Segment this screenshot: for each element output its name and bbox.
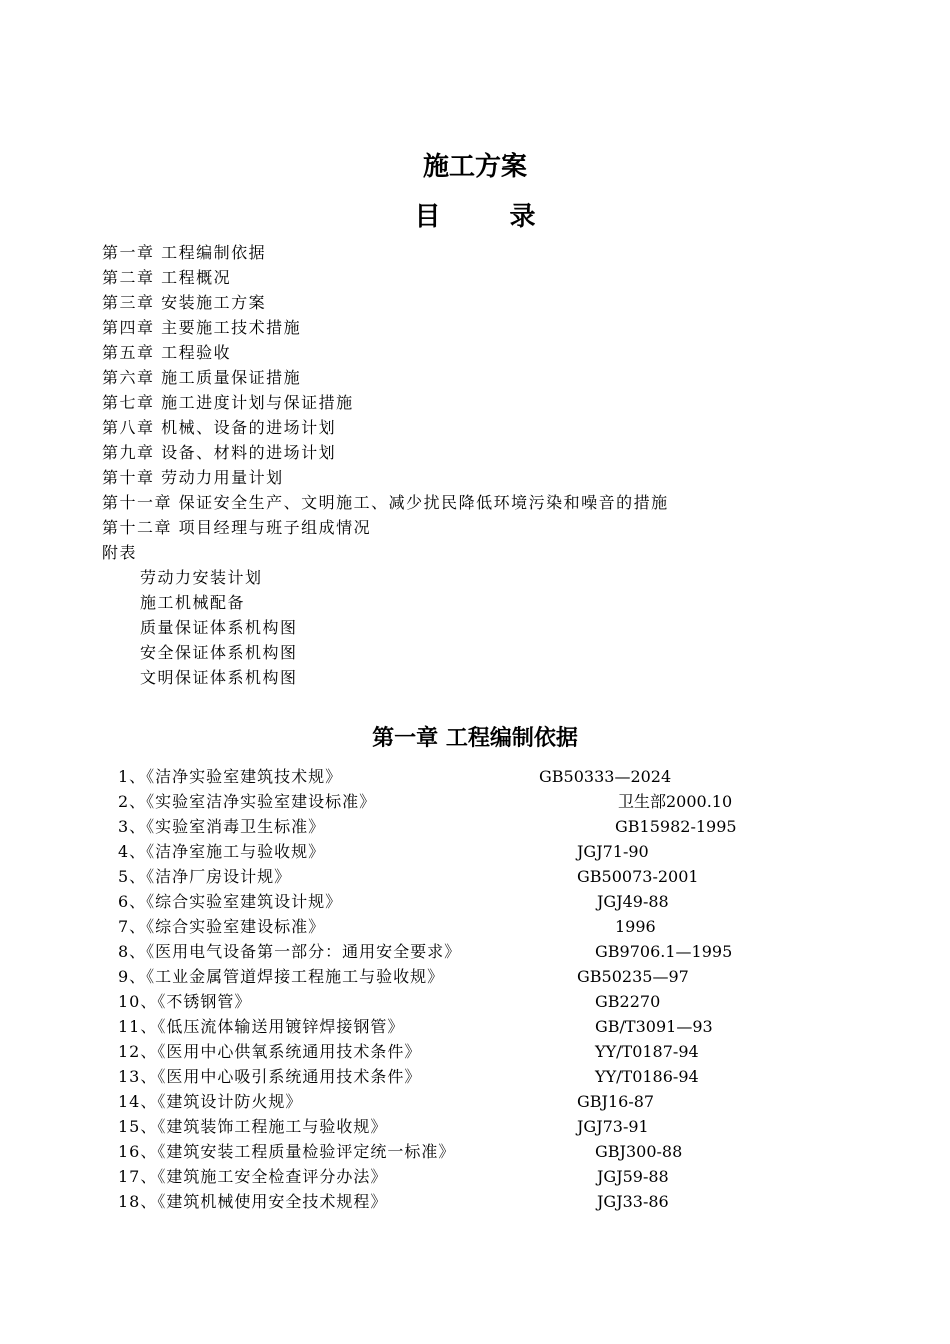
toc-title: 目 录 <box>414 202 566 232</box>
reference-title: 5、《洁净厂房设计规》 <box>118 867 292 886</box>
reference-title: 16、《建筑安装工程质量检验评定统一标准》 <box>118 1142 456 1161</box>
appendix-item: 文明保证体系机构图 <box>140 668 298 687</box>
reference-code: 卫生部2000.10 <box>618 792 733 811</box>
reference-title: 4、《洁净室施工与验收规》 <box>118 842 326 861</box>
toc-item: 第二章 工程概况 <box>102 268 232 287</box>
reference-code: JGJ59-88 <box>597 1167 669 1186</box>
reference-code: GB15982-1995 <box>615 817 737 836</box>
reference-item <box>118 989 838 1014</box>
chapter-heading: 第一章 工程编制依据 <box>372 725 578 751</box>
appendix-item: 质量保证体系机构图 <box>140 618 298 637</box>
reference-code: GB9706.1—1995 <box>595 942 733 961</box>
reference-item <box>118 839 838 864</box>
reference-code: GB/T3091—93 <box>595 1017 713 1036</box>
reference-code: GBJ300-88 <box>595 1142 683 1161</box>
reference-item <box>118 1089 838 1114</box>
reference-code: YY/T0187-94 <box>595 1042 699 1061</box>
reference-code: GB2270 <box>595 992 661 1011</box>
toc-item: 第六章 施工质量保证措施 <box>102 368 302 387</box>
reference-item <box>118 789 838 814</box>
toc-item: 第三章 安装施工方案 <box>102 293 267 312</box>
reference-item <box>118 1189 838 1214</box>
reference-code: GBJ16-87 <box>577 1092 655 1111</box>
reference-title: 7、《综合实验室建设标准》 <box>118 917 326 936</box>
reference-title: 3、《实验室消毒卫生标准》 <box>118 817 326 836</box>
reference-title: 17、《建筑施工安全检查评分办法》 <box>118 1167 388 1186</box>
reference-code: YY/T0186-94 <box>595 1067 699 1086</box>
reference-title: 10、《不锈钢管》 <box>118 992 252 1011</box>
reference-item <box>118 914 838 939</box>
reference-item <box>118 864 838 889</box>
reference-list <box>118 764 838 1214</box>
reference-code: GB50235—97 <box>577 967 689 986</box>
reference-item <box>118 939 838 964</box>
reference-title: 1、《洁净实验室建筑技术规》 <box>118 767 343 786</box>
reference-code: GB50073-2001 <box>577 867 699 886</box>
reference-title: 18、《建筑机械使用安全技术规程》 <box>118 1192 388 1211</box>
reference-code: 1996 <box>615 917 656 936</box>
reference-item <box>118 1164 838 1189</box>
reference-title: 13、《医用中心吸引系统通用技术条件》 <box>118 1067 422 1086</box>
reference-title: 12、《医用中心供氧系统通用技术条件》 <box>118 1042 422 1061</box>
toc-item: 第一章 工程编制依据 <box>102 243 267 262</box>
reference-code: JGJ33-86 <box>597 1192 669 1211</box>
reference-title: 2、《实验室洁净实验室建设标准》 <box>118 792 377 811</box>
reference-item <box>118 814 838 839</box>
appendix-label: 附表 <box>102 543 138 562</box>
reference-title: 15、《建筑装饰工程施工与验收规》 <box>118 1117 388 1136</box>
reference-title: 11、《低压流体输送用镀锌焊接钢管》 <box>118 1017 405 1036</box>
table-of-contents <box>102 240 669 540</box>
reference-item <box>118 889 838 914</box>
reference-title: 9、《工业金属管道焊接工程施工与验收规》 <box>118 967 445 986</box>
reference-item <box>118 1114 838 1139</box>
reference-code: JGJ49-88 <box>597 892 669 911</box>
reference-title: 14、《建筑设计防火规》 <box>118 1092 303 1111</box>
reference-code: JGJ73-91 <box>577 1117 649 1136</box>
appendix-item: 安全保证体系机构图 <box>140 643 298 662</box>
reference-title: 6、《综合实验室建筑设计规》 <box>118 892 343 911</box>
reference-code: GB50333—2024 <box>539 767 672 786</box>
appendix-item: 施工机械配备 <box>140 593 246 612</box>
reference-item <box>118 1014 838 1039</box>
appendix-list <box>140 565 298 690</box>
reference-title: 8、《医用电气设备第一部分：通用安全要求》 <box>118 942 462 961</box>
toc-item: 第十二章 项目经理与班子组成情况 <box>102 518 372 537</box>
document-title: 施工方案 <box>422 152 527 182</box>
reference-item <box>118 1039 838 1064</box>
appendix-item: 劳动力安装计划 <box>140 568 263 587</box>
toc-item: 第十一章 保证安全生产、文明施工、减少扰民降低环境污染和噪音的措施 <box>102 493 669 512</box>
reference-item <box>118 1064 838 1089</box>
reference-item <box>118 964 838 989</box>
reference-item <box>118 1139 838 1164</box>
toc-item: 第十章 劳动力用量计划 <box>102 468 284 487</box>
toc-item: 第八章 机械、设备的进场计划 <box>102 418 337 437</box>
toc-item: 第九章 设备、材料的进场计划 <box>102 443 337 462</box>
toc-item: 第五章 工程验收 <box>102 343 232 362</box>
reference-item <box>118 764 838 789</box>
toc-item: 第七章 施工进度计划与保证措施 <box>102 393 354 412</box>
toc-item: 第四章 主要施工技术措施 <box>102 318 302 337</box>
reference-code: JGJ71-90 <box>577 842 649 861</box>
